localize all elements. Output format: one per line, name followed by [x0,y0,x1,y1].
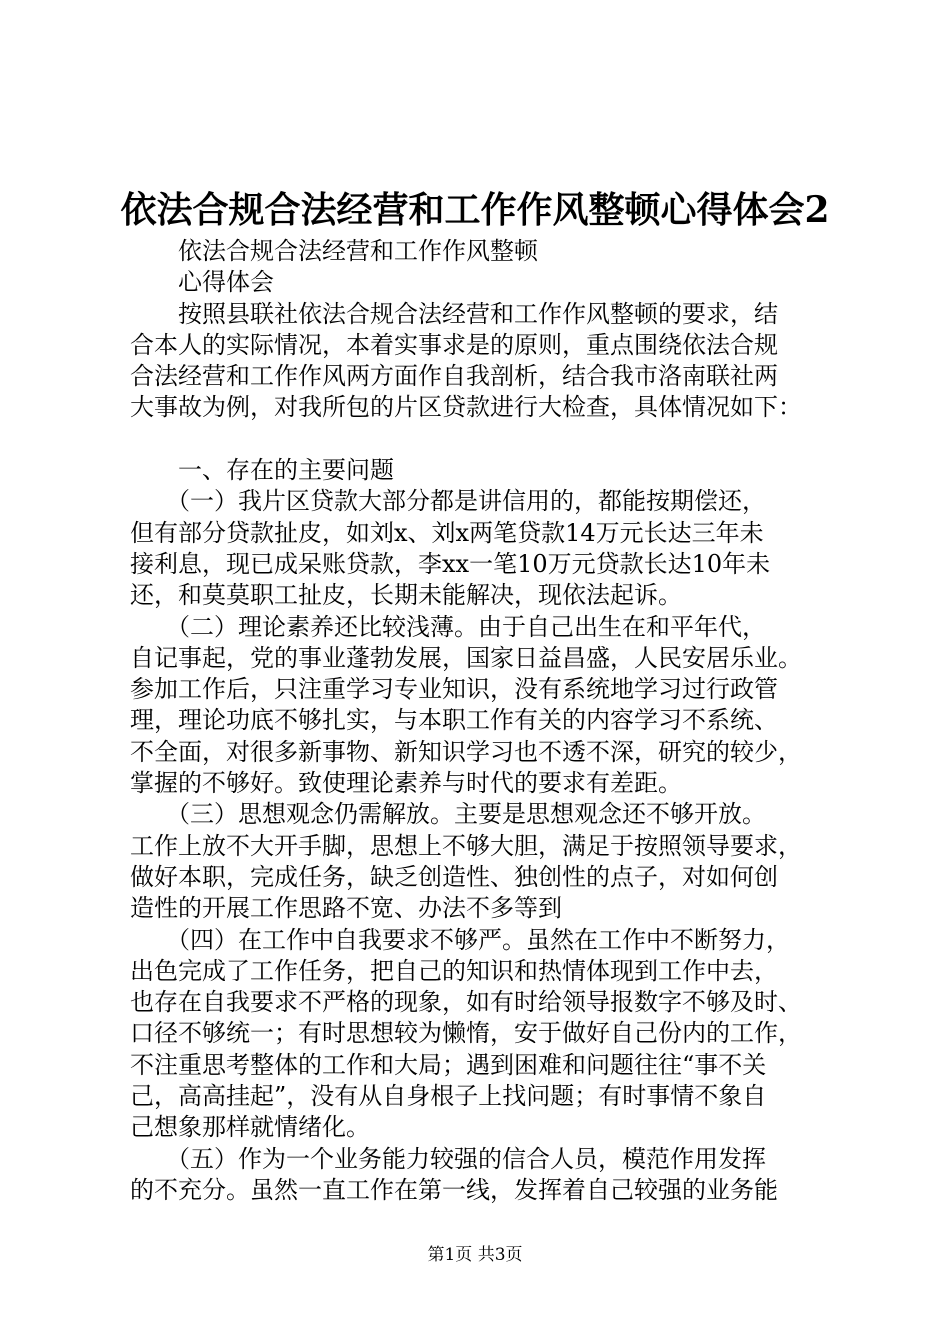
body-line: （五）作为一个业务能力较强的信合人员，模范作用发挥 [130,1144,766,1173]
body-line: 不注重思考整体的工作和大局；遇到困难和问题往往“事不关 [130,1050,767,1079]
body-line: 理，理论功底不够扎实，与本职工作有关的内容学习不系统、 [130,706,778,735]
body-line: 还，和莫莫职工扯皮，长期未能解决，现依法起诉。 [130,581,682,610]
document-title: 依法合规合法经营和工作作风整顿心得体会2 [120,189,830,231]
body-line: 己，高高挂起”，没有从自身根子上找问题；有时事情不象自 [130,1082,767,1111]
body-line: 心得体会 [130,268,274,297]
body-line: （一）我片区贷款大部分都是讲信用的，都能按期偿还， [130,487,766,516]
body-line: 口径不够统一；有时思想较为懒惰，安于做好自己份内的工作， [130,1019,802,1048]
body-line: 不全面，对很多新事物、新知识学习也不透不深，研究的较少， [130,737,802,766]
body-line: 也存在自我要求不严格的现象，如有时给领导报数字不够及时、 [130,988,802,1017]
body-line: 参加工作后，只注重学习专业知识，没有系统地学习过行政管 [130,675,778,704]
body-line: 工作上放不大开手脚，思想上不够大胆，满足于按照领导要求， [130,831,802,860]
body-line: 依法合规合法经营和工作作风整顿 [130,237,538,265]
body-line: 自记事起，党的事业蓬勃发展，国家日益昌盛，人民安居乐业。 [130,643,802,672]
body-line: （四）在工作中自我要求不够严。虽然在工作中不断努力， [130,925,790,954]
body-line: 接利息，现已成呆账贷款，李xx一笔10万元贷款长达10年未 [130,549,771,578]
body-line: 做好本职，完成任务，缺乏创造性、独创性的点子，对如何创 [130,862,778,891]
page-indicator: 第1页 共3页 [427,1245,523,1265]
body-line: 掌握的不够好。致使理论素养与时代的要求有差距。 [130,769,682,798]
body-line: 但有部分贷款扯皮，如刘x、刘x两笔贷款14万元长达三年未 [130,518,764,547]
body-line: 大事故为例，对我所包的片区贷款进行大检查，具体情况如下： [130,393,802,422]
body-line: （三）思想观念仍需解放。主要是思想观念还不够开放。 [130,800,766,829]
body-line: 按照县联社依法合规合法经营和工作作风整顿的要求，结 [130,299,778,328]
body-line: 合法经营和工作作风两方面作自我剖析，结合我市洛南联社两 [130,362,778,391]
blank-line [130,424,830,455]
section-heading: 一、存在的主要问题 [130,456,394,485]
document-body [130,236,830,1206]
body-line: 出色完成了工作任务，把自己的知识和热情体现到工作中去， [130,956,778,985]
body-line: 的不充分。虽然一直工作在第一线，发挥着自己较强的业务能 [130,1175,778,1204]
body-line: 合本人的实际情况，本着实事求是的原则，重点围绕依法合规 [130,330,778,359]
body-line: 造性的开展工作思路不宽、办法不多等到 [130,894,562,923]
body-line: （二）理论素养还比较浅薄。由于自己出生在和平年代， [130,612,766,641]
body-line: 己想象那样就情绪化。 [130,1113,370,1142]
